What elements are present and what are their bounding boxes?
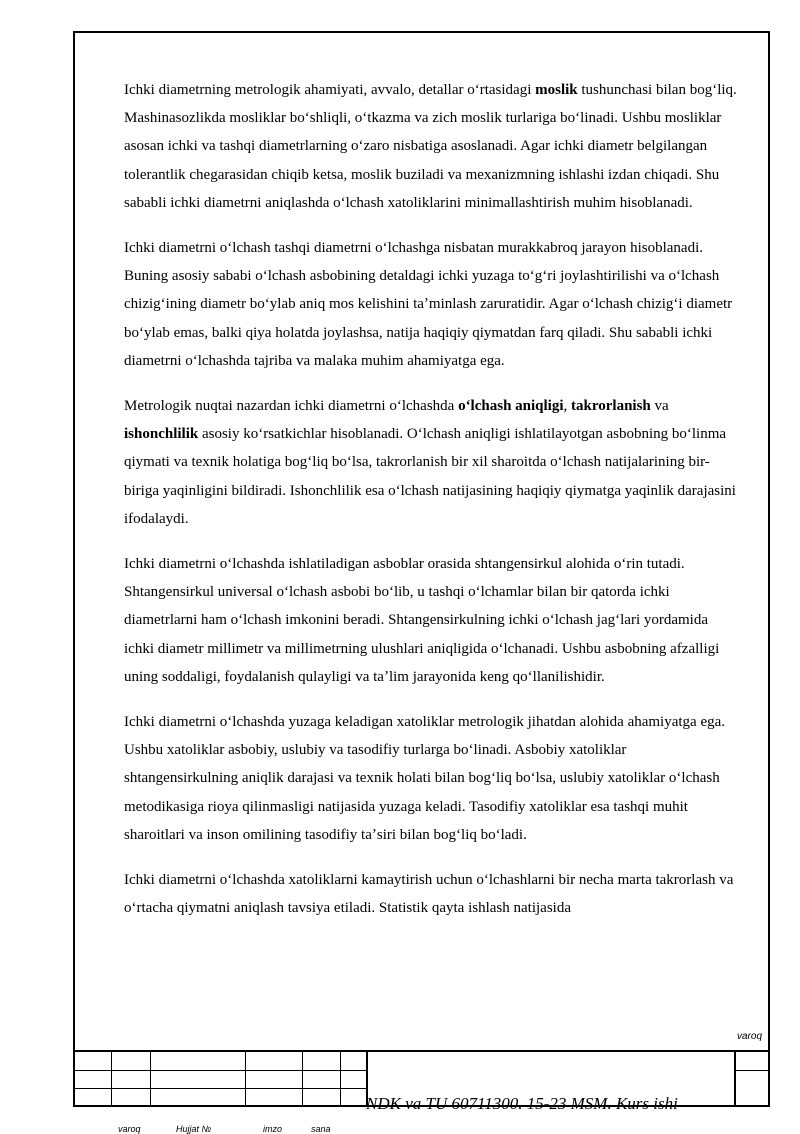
text-run: asosiy koʻrsatkichlar hisoblanadi. Oʻlchash aniqligi ishlatilayotgan asbobning boʻlinma qiymati va texnik holatiga bogʻliq boʻlsa, takrorlanish bir xil sharoitda oʻlchash natijalarining bir-biriga yaqinligini bildiradi. Ishonchlilik esa oʻlchash natijasining haqiqiy qiymatga yaqinlik darajasini ifodalaydi. xyxy=(124,426,736,527)
document-code: NDK va TU 60711300. 15-23 MSM. Kurs ishi xyxy=(366,1094,678,1113)
bold-term: oʻlchash aniqligi xyxy=(458,398,564,415)
stamp-col-label: imzo xyxy=(263,1124,283,1134)
stamp-col-line xyxy=(302,1050,303,1107)
text-run: Ichki diametrni oʻlchash tashqi diametrni oʻlchashga nisbatan murakkabroq jarayon hisoblanadi. Buning asosiy sababi oʻlchash asbobining detaldagi ichki yuzaga toʻgʻri joylashtirilishi va oʻlchash chizigʻining diametr boʻylab aniq mos kelishini taʼminlash zaruratidir. Agar oʻlchash chizigʻi diametr boʻylab emas, balki qiya holatda joylashsa, natija haqiqiy qiymatdan farq qiladi. Shu sababli ichki diametrni oʻlchashda tajriba va malaka muhim ahamiyatga ega. xyxy=(124,240,733,369)
stamp-col-line xyxy=(245,1050,246,1107)
stamp-sheet-line xyxy=(734,1070,770,1071)
text-run: tushunchasi bilan bogʻliq. Mashinasozlikda mosliklar boʻshliqli, oʻtkazma va zich moslik turlariga boʻlinadi. Ushbu mosliklar asosan ichki va tashqi diametrlarning oʻzaro nisbatiga asoslanadi. Agar ichki diametr belgilangan tolerantlik chegarasidan chiqib ketsa, moslik buziladi va mexanizmning ishlashi izdan chiqadi. Shu sababli ichki diametrni aniqlashda oʻlchash xatoliklarini minimallashtirish muhim hisoblanadi. xyxy=(124,82,737,211)
stamp-row-line xyxy=(73,1070,366,1071)
bold-term: takrorlanish xyxy=(571,398,651,415)
bold-term: moslik xyxy=(535,82,578,98)
document-body xyxy=(124,76,739,939)
stamp-top-border xyxy=(73,1050,770,1052)
stamp-col-line xyxy=(340,1050,341,1107)
bold-term: ishonchlilik xyxy=(124,426,199,443)
paragraph xyxy=(124,708,739,849)
stamp-col-label: Hujjat № xyxy=(176,1124,212,1134)
text-run: Ichki diametrni oʻlchashda ishlatiladigan asboblar orasida shtangensirkul alohida oʻrin tutadi. Shtangensirkul universal oʻlchash asbobi boʻlib, u tashqi oʻlchamlar bilan bir qatorda ichki diametrlarni ham oʻlchash imkonini beradi. Shtangensirkulning ichki oʻlchash jagʻlari yordamida ichki diametr millimetr va millimetrning ulushlari aniqligida oʻlchanadi. Ushbu asbobning afzalligi uning soddaligi, foydalanish qulayligi va taʼlim jarayonida keng qoʻllanilishidir. xyxy=(124,556,720,685)
paragraph xyxy=(124,550,739,691)
paragraph xyxy=(124,866,739,922)
text-run: , xyxy=(563,398,572,415)
text-run: Metrologik nuqtai nazardan ichki diametrni oʻlchashda xyxy=(124,398,459,415)
stamp-col-label: sana xyxy=(311,1124,331,1134)
paragraph xyxy=(124,76,739,217)
text-run: Ichki diametrni oʻlchashda xatoliklarni kamaytirish uchun oʻlchashlarni bir necha marta takrorlash va oʻrtacha qiymatni aniqlash tavsiya etiladi. Statistik qayta ishlash natijasida xyxy=(124,872,734,917)
stamp-col-label: varoq xyxy=(118,1124,141,1134)
text-run: Ichki diametrning metrologik ahamiyati, avvalo, detallar oʻrtasidagi xyxy=(124,82,536,98)
sheet-label: varoq xyxy=(737,1031,763,1042)
text-run: Ichki diametrni oʻlchashda yuzaga keladigan xatoliklar metrologik jihatdan alohida ahamiyatga ega. Ushbu xatoliklar asbobiy, uslubiy va tasodifiy turlarga boʻlinadi. Asbobiy xatoliklar shtangensirkulning aniqlik darajasi va texnik holati bilan bogʻliq boʻlsa, uslubiy xatoliklar oʻlchash metodikasiga rioya qilinmasligi natijasida yuzaga keladi. Tasodifiy xatoliklar esa tashqi muhit sharoitlari va inson omilining tasodifiy taʼsiri bilan bogʻliq boʻladi. xyxy=(124,714,726,843)
stamp-col-line xyxy=(111,1050,112,1107)
paragraph xyxy=(124,234,739,375)
stamp-row-line xyxy=(73,1088,366,1089)
text-run: va xyxy=(650,398,669,415)
paragraph xyxy=(124,392,739,533)
stamp-col-line xyxy=(150,1050,151,1107)
stamp-col-line xyxy=(734,1050,736,1107)
